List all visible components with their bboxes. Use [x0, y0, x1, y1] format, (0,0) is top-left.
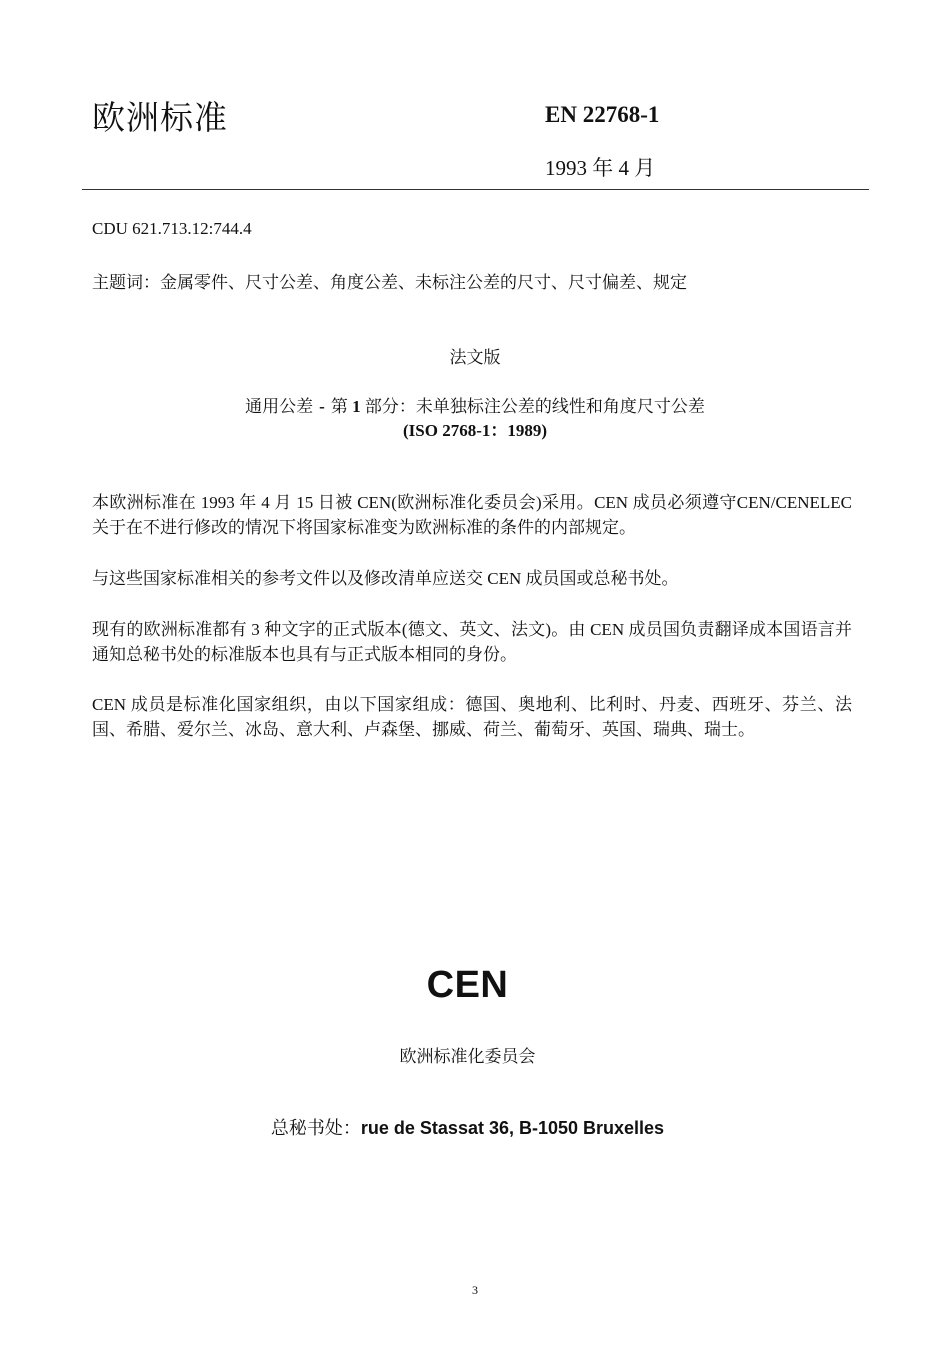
- body-paragraph-versions: 现有的欧洲标准都有 3 种文字的正式版本(德文、英文、法文)。由 CEN 成员国负责翻译成本国语言并通知总秘书处的标准版本也具有与正式版本相同的身份。: [92, 620, 852, 664]
- address-label: 总秘书处：: [270, 1118, 361, 1138]
- body-paragraph-references: 与这些国家标准相关的参考文件以及修改清单应送交 CEN 成员国或总秘书处。: [92, 569, 679, 588]
- title-part-number: 1: [352, 397, 361, 416]
- page-number: 3: [472, 1283, 478, 1297]
- title-dash: -: [319, 397, 325, 416]
- title-part-pre: 第: [330, 397, 348, 416]
- keywords-line: 主题词：金属零件、尺寸公差、角度公差、未标注公差的尺寸、尺寸偏差、规定: [92, 273, 687, 292]
- secretariat-address: [0, 1114, 935, 1140]
- title-prefix: 通用公差: [245, 397, 314, 416]
- body-paragraph-members: CEN 成员是标准化国家组织，由以下国家组成：德国、奥地利、比利时、丹麦、西班牙、芬兰、法国、希腊、爱尔兰、冰岛、意大利、卢森堡、挪威、荷兰、葡萄牙、英国、瑞典、瑞士。: [92, 695, 852, 739]
- standard-number: EN 22768-1: [545, 102, 660, 127]
- iso-reference: (ISO 2768-1：1989): [402, 421, 548, 440]
- body-paragraph-adoption: 本欧洲标准在 1993 年 4 月 15 日被 CEN(欧洲标准化委员会)采用。CEN 成员必须遵守CEN/CENELEC 关于在不进行修改的情况下将国家标准变为欧洲标准的条件的内部规定。: [92, 493, 852, 537]
- cdu-classification: CDU 621.713.12:744.4: [92, 219, 252, 238]
- organization-name: 欧洲标准化委员会: [399, 1047, 536, 1066]
- header-divider: [82, 189, 869, 190]
- address-value: rue de Stassat 36, B-1050 Bruxelles: [360, 1118, 665, 1138]
- document-type-heading: 欧洲标准: [92, 101, 228, 137]
- title-part-rest: 部分：未单独标注公差的线性和角度尺寸公差: [364, 397, 705, 416]
- publication-date: 1993 年 4 月: [545, 156, 656, 180]
- document-title: [0, 392, 950, 417]
- edition-label: 法文版: [449, 348, 501, 367]
- cen-logo: CEN: [426, 964, 509, 1006]
